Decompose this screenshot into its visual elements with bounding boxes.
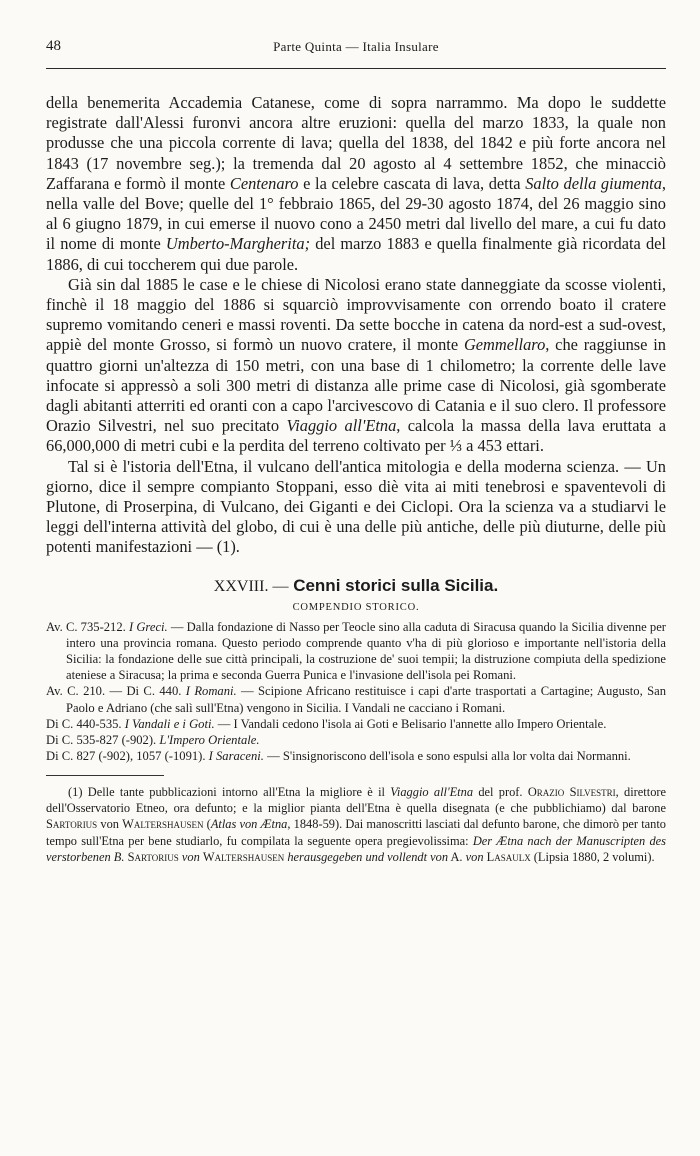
- italic-text: I Greci.: [128, 619, 168, 634]
- italic-text: von: [181, 850, 200, 865]
- footnote-divider: [46, 775, 164, 776]
- text-run: , direttore dell'Osservatorio Etneo, ora defunto; e la miglior pianta dell'Etna è quella disegnata (e che pubblichiamo) dal barone: [46, 784, 667, 815]
- text-run: , nella valle del Bove; quelle del 1° febbraio 1865, del 29-30 agosto 1874, del 26 maggio sino al 6 giugno 1879, in cui emerse il nuovo cono a 2450 metri dal livello del mare, a cui fu dato il nome di monte: [46, 173, 667, 254]
- text-run: del marzo 1883 e quella finalmente già ricordata del 1886, di cui toccherem qui due parole.: [46, 234, 666, 274]
- italic-text: I Romani.: [185, 684, 237, 699]
- book-page: [46, 0, 666, 866]
- text-run: Di C. 827 (-902), 1057 (-1091).: [46, 749, 209, 764]
- chronology-entry: [46, 619, 666, 684]
- section-numeral: XXVIII. —: [213, 577, 289, 595]
- chronology-entry: [46, 683, 666, 715]
- italic-text: Salto della giumenta: [525, 173, 662, 193]
- italic-text: Centenaro: [229, 173, 299, 193]
- text-run: del prof.: [473, 784, 528, 799]
- small-caps-text: Sartorius: [127, 850, 179, 865]
- chronology-entry: [46, 732, 666, 748]
- chronology-entry: [46, 716, 666, 732]
- small-caps-text: Sartorius: [46, 817, 98, 832]
- running-title: Parte Quinta — Italia Insulare: [273, 39, 439, 54]
- small-caps-text: Lasaulx: [486, 850, 531, 865]
- text-run: — Dalla fondazione di Nasso per Teocle sino alla caduta di Siracusa quando la Sicilia divenne per intero una provincia romana. Questo periodo comprende quanto v'ha di più glorioso e importante nell'istoria della Sicilia: la fondazione delle sue città principali, la costruzione de' suoi tempii; la distruzione compiuta della spedizione ateniese a Siracusa; la prima e seconda Guerra Punica e l'invasione dell'isola pei Romani.: [66, 619, 666, 683]
- text-run: , 1848-59). Dai manoscritti lasciati dal defunto barone, che dimorò per tanto tempo sull'Etna per bene studiarlo, fu compilata la seguente opera pregievolissima:: [46, 817, 666, 848]
- text-run: von: [97, 817, 123, 832]
- text-run: e la celebre cascata di lava, detta: [298, 173, 526, 193]
- footnote: [46, 784, 666, 866]
- text-run: della benemerita Accademia Catanese, come di sopra narrammo. Ma dopo le suddette registrate dall'Alessi furonvi ancora altre eruzioni: quella del marzo 1833, la quale non produsse che una piccola corrente di lava; quella del 1838, del 1842 e più forte ancora nel 1843 (17 novembre seg.); la tremenda dal 20 agosto al 4 settembre 1852, che minacciò Zaffarana e formò il monte: [46, 93, 666, 193]
- italic-text: Gemmellaro: [463, 335, 546, 355]
- page-body: [46, 93, 666, 866]
- text-run: (Lipsia 1880, 2 volumi).: [530, 850, 655, 865]
- text-run: (: [203, 817, 211, 832]
- text-run: — I Vandali cedono l'isola ai Goti e Belisario l'annette allo Impero Orientale.: [214, 716, 607, 731]
- text-run: — S'insignoriscono dell'isola e sono espulsi alla lor volta dai Normanni.: [263, 749, 631, 764]
- text-run: Tal si è l'istoria dell'Etna, il vulcano dell'antica mitologia e della moderna scienza. — Un giorno, dice il sempre compianto Stoppani, esso diè vita ai miti tenebrosi e spaventevoli di Plutone, di Proserpina, di Vulcano, dei Giganti e dei Ciclopi. Ora la scienza va a studiarvi le leggi dell'interna attività del globo, di cui è una delle più antiche, delle più diuturne, delle più potenti manifestazioni — (1).: [46, 456, 666, 557]
- text-run: , che raggiunse in quattro giorni un'altezza di 150 metri, con una base di 1 chilometro; la corrente delle lave infocate si appressò a soli 300 metri di distanza alle prime case di Nicolosi, già sgomberate dagli abitanti atterriti ed oranti con a capo l'arcivescovo di Catania e il suo clero. Il professore Orazio Silvestri, nel suo precitato: [46, 335, 666, 436]
- italic-text: L'Impero Orientale.: [159, 733, 260, 748]
- paragraph: [46, 275, 666, 457]
- section-title: Cenni storici sulla Sicilia.: [293, 575, 499, 595]
- small-caps-text: Waltershausen: [122, 817, 204, 832]
- italic-text: Umberto-Margherita;: [165, 234, 311, 254]
- italic-text: herausgegeben und vollendt von: [287, 850, 449, 865]
- small-caps-text: Waltershausen: [202, 850, 285, 865]
- text-run: Già sin dal 1885 le case e le chiese di Nicolosi erano state danneggiate da scosse violenti, finchè il 18 maggio del 1886 si squarciò improvvisamente con orrendo boato il cratere supremo vomitando ceneri e massi roventi. Da sette bocche in catena da nord-est a sud-ovest, appiè del monte Grosso, si formò un nuovo cratere, il monte: [46, 274, 666, 355]
- italic-text: I Vandali e i Goti.: [124, 716, 215, 731]
- italic-text: von: [465, 850, 484, 865]
- section-heading: [46, 576, 666, 596]
- small-caps-text: Orazio Silvestri: [527, 784, 616, 799]
- italic-text: Viaggio all'Etna: [286, 416, 397, 436]
- text-run: , calcola la massa della lava eruttata a 66,000,000 di metri cubi e la perdita del terreno coltivato per ⅓ a 453 ettari.: [46, 416, 666, 456]
- italic-text: I Saraceni.: [208, 749, 264, 764]
- chronology-entry: [46, 748, 666, 764]
- text-run: — Scipione Africano restituisce i capi d'arte trasportati a Cartagine; Augusto, San Paolo e Adriano (che salì sull'Etna) vengono in Sicilia. I Vandali ne cacciano i Romani.: [66, 684, 666, 715]
- text-run: A.: [448, 850, 466, 865]
- section-subtitle: COMPENDIO STORICO.: [292, 601, 420, 613]
- italic-text: Viaggio all'Etna: [390, 784, 474, 799]
- page-header: [46, 38, 666, 69]
- text-run: (1) Delle tante pubblicazioni intorno all'Etna la migliore è il: [68, 784, 391, 799]
- text-run: Av. C. 735-212.: [46, 619, 129, 634]
- paragraph: [46, 93, 666, 275]
- text-run: Di C. 440-535.: [46, 716, 125, 731]
- text-run: Di C. 535-827 (-902).: [46, 733, 160, 748]
- italic-text: Atlas von Ætna: [210, 817, 288, 832]
- paragraph: [46, 457, 666, 558]
- text-run: Av. C. 210. — Di C. 440.: [46, 684, 186, 699]
- page-number: 48: [46, 38, 61, 54]
- italic-text: Der Ætna nach der Manuscripten des verstorbenen B.: [46, 833, 666, 865]
